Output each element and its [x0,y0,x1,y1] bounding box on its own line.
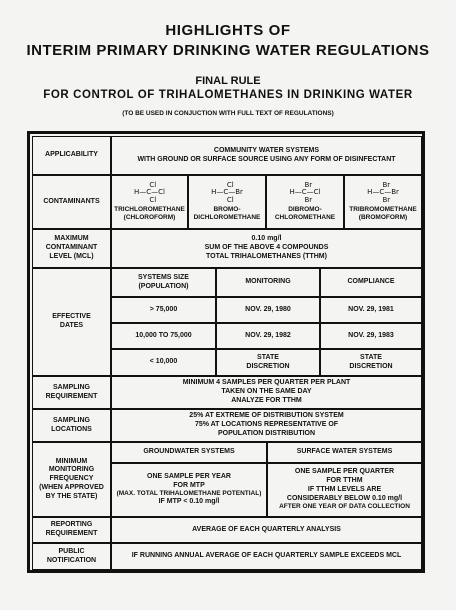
contaminants-label: CONTAMINANTS [32,175,111,229]
regulations-table [27,131,425,573]
date-row-compliance: NOV. 29, 1981 [320,297,422,323]
notification-value: IF RUNNING ANNUAL AVERAGE OF EACH QUARTERLY SAMPLE EXCEEDS MCL [111,543,422,570]
title-highlights: HIGHLIGHTS OF [165,22,291,39]
bromodichloromethane-formula: Cl H—C—Br Cl [211,180,243,204]
mcl-label: MAXIMUM CONTAMINANT LEVEL (MCL) [32,229,111,268]
sampling-requirement-label: SAMPLING REQUIREMENT [32,376,111,409]
notification-label: PUBLIC NOTIFICATION [32,543,111,570]
contaminant-bromodichloromethane: Cl H—C—Br Cl BROMO- DICHLOROMETHANE [188,175,266,229]
groundwater-frequency: ONE SAMPLE PER YEAR FOR MTP (MAX. TOTAL TRIHALOMETHANE POTENTIAL) IF MTP < 0.10 mg/l [111,463,267,517]
date-row-compliance: NOV. 29, 1983 [320,323,422,349]
subtitle-control: FOR CONTROL OF TRIHALOMETHANES IN DRINKING WATER [43,89,413,101]
dibromochloromethane-formula: Br H—C—Cl Br [289,180,321,204]
chloroform-formula: Cl H—C—Cl Cl [134,180,165,204]
date-row-size: < 10,000 [111,349,216,376]
date-row-size: 10,000 TO 75,000 [111,323,216,349]
sampling-locations-value: 25% AT EXTREME OF DISTRIBUTION SYSTEM 75% AT LOCATIONS REPRESENTATIVE OF POPULATION DISTRIBUTION [111,409,422,442]
contaminant-chloroform: Cl H—C—Cl Cl TRICHLOROMETHANE (CHLOROFORM) [111,175,188,229]
usage-note: (TO BE USED IN CONJUCTION WITH FULL TEXT OF REGULATIONS) [122,110,334,117]
surface-water-frequency: ONE SAMPLE PER QUARTER FOR TTHM IF TTHM LEVELS ARE CONSIDERABLY BELOW 0.10 mg/l AFTER ONE YEAR OF DATA COLLECTION [267,463,422,517]
reporting-label: REPORTING REQUIREMENT [32,517,111,543]
contaminant-bromoform: Br H—C—Br Br TRIBROMOMETHANE (BROMOFORM) [344,175,422,229]
subtitle-final-rule: FINAL RULE [195,75,261,87]
groundwater-header: GROUNDWATER SYSTEMS [111,442,267,463]
reporting-value: AVERAGE OF EACH QUARTERLY ANALYSIS [111,517,422,543]
sampling-requirement-value: MINIMUM 4 SAMPLES PER QUARTER PER PLANT TAKEN ON THE SAME DAY ANALYZE FOR TTHM [111,376,422,409]
effective-dates-label: EFFECTIVE DATES [32,268,111,376]
date-row-monitoring: NOV. 29, 1980 [216,297,320,323]
date-row-monitoring: NOV. 29, 1982 [216,323,320,349]
applicability-value: COMMUNITY WATER SYSTEMS WITH GROUND OR SURFACE SOURCE USING ANY FORM OF DISINFECTANT [111,136,422,175]
monitoring-header: MONITORING [216,268,320,297]
contaminant-dibromochloromethane: Br H—C—Cl Br DIBROMO- CHLOROMETHANE [266,175,344,229]
date-row-size: > 75,000 [111,297,216,323]
sampling-locations-label: SAMPLING LOCATIONS [32,409,111,442]
applicability-label: APPLICABILITY [32,136,111,175]
date-row-compliance: STATE DISCRETION [320,349,422,376]
surface-water-header: SURFACE WATER SYSTEMS [267,442,422,463]
mcl-value: 0.10 mg/l SUM OF THE ABOVE 4 COMPOUNDS TOTAL TRIHALOMETHANES (TTHM) [111,229,422,268]
bromoform-formula: Br H—C—Br Br [367,180,399,204]
system-size-header: SYSTEMS SIZE (POPULATION) [111,268,216,297]
compliance-header: COMPLIANCE [320,268,422,297]
monitoring-frequency-label: MINIMUM MONITORING FREQUENCY (WHEN APPROVED BY THE STATE) [32,442,111,517]
title-regulations: INTERIM PRIMARY DRINKING WATER REGULATIONS [26,42,430,59]
date-row-monitoring: STATE DISCRETION [216,349,320,376]
